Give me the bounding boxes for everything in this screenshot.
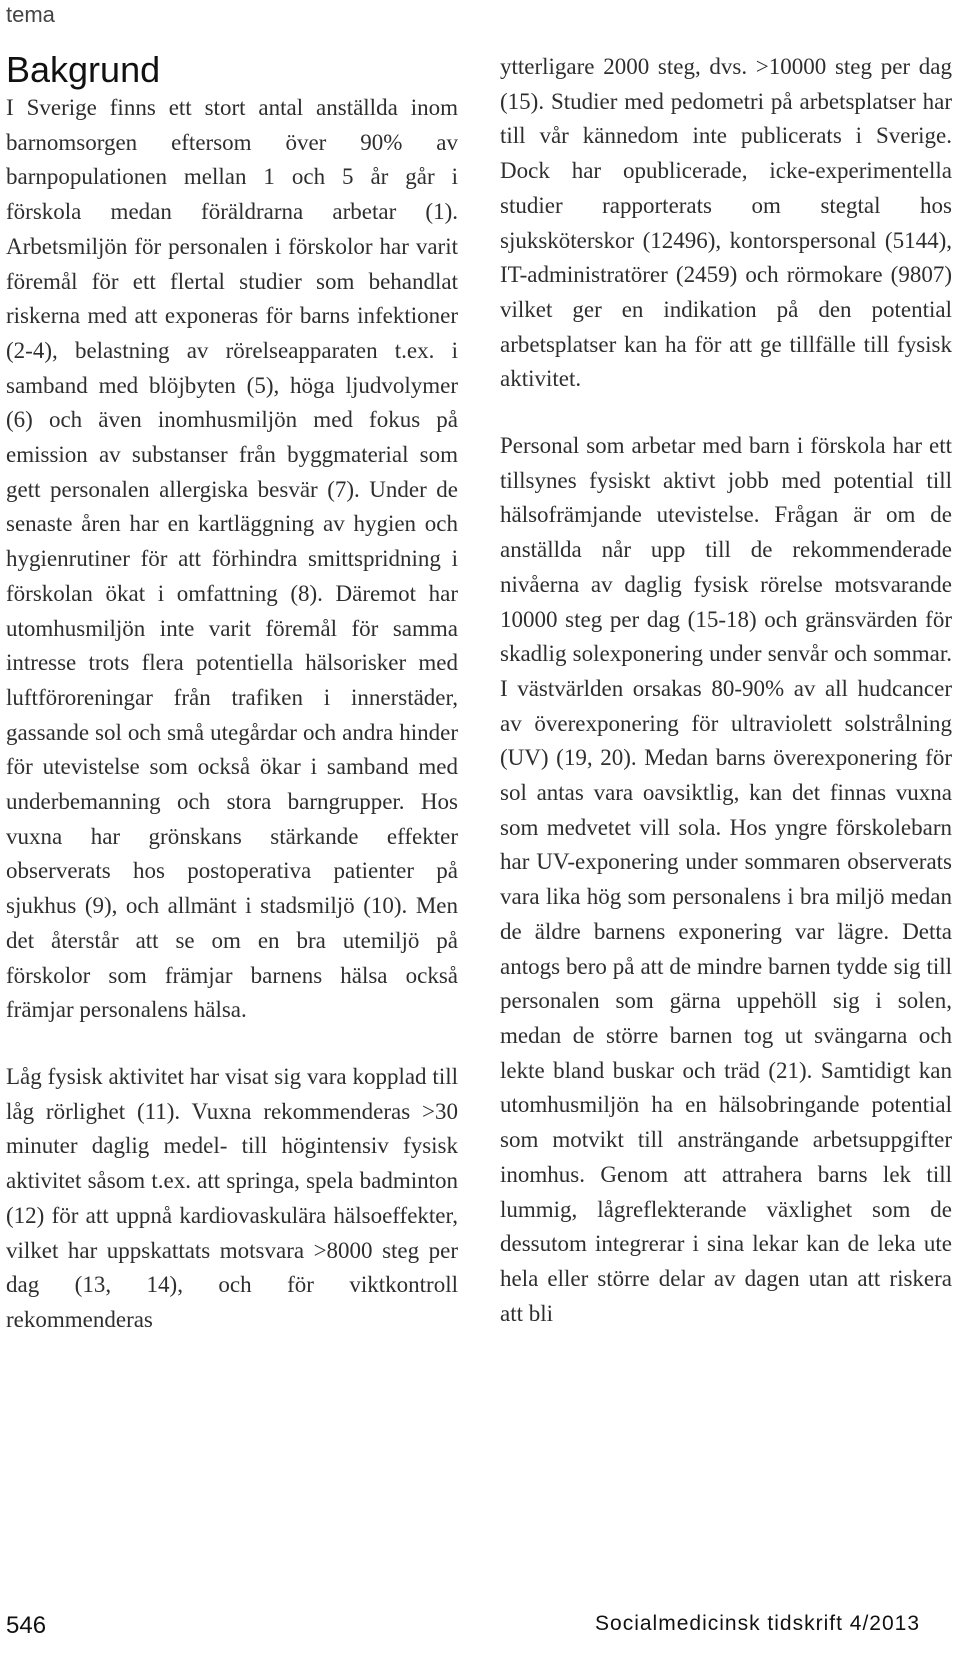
- journal-name: Socialmedicinsk tidskrift 4/2013: [595, 1612, 920, 1635]
- section-heading: Bakgrund: [6, 49, 161, 90]
- body-paragraph: I Sverige finns ett stort antal anställda inom barnomsorgen eftersom över 90% av barnpopulationen mellan 1 och 5 år går i förskola medan föräldrarna arbetar (1). Arbetsmiljön för personalen i förskolor har varit föremål för ett flertal studier som behandlat riskerna med att exponeras för barns infektioner (2-4), belastning av rörelseapparaten t.ex. i samband med blöjbyten (5), höga ljudvolymer (6) och även inomhusmiljön med fokus på emission av substanser från byggmaterial som gett personalen allergiska besvär (7). Under de senaste åren har en kartläggning av hygien och hygienrutiner för att förhindra smittspridning i förskolan ökat i omfattning (8). Däremot har utomhusmiljön inte varit föremål för samma intresse trots flera potentiella hälsorisker med luftföroreningar från trafiken i innerstäder, gassande sol och små utegårdar och andra hinder för utevistelse som också ökar i samband med underbemanning och stora barngrupper. Hos vuxna har grönskans stärkande effekter observerats hos postoperativa patienter på sjukhus (9), och allmänt i stadsmiljö (10). Men det återstår att se om en bra utemiljö på förskolor som främjar barnens hälsa också främjar personalens hälsa.: [6, 95, 458, 1023]
- right-column: [500, 50, 952, 1331]
- body-paragraph: Personal som arbetar med barn i förskola har ett tillsynes fysiskt aktivt jobb med potential till hälsofrämjande utevistelse. Frågan är om de anställda når upp till de rekommenderade nivåerna av daglig fysisk rörelse motsvarande 10000 steg per dag (15-18) och gränsvärden för skadlig solexponering under senvår och sommar. I västvärlden orsakas 80-90% av all hudcancer av överexponering för ultraviolett solstrålning (UV) (19, 20). Medan barns överexponering för sol antas vara oavsiktlig, kan det finnas vuxna som medvetet vill sola. Hos yngre förskolebarn har UV-exponering under sommaren observerats vara lika hög som personalens i bra miljö medan de äldre barnens exponering var lägre. Detta antogs bero på att de mindre barnen tydde sig till personalen som gärna uppehöll sig i solen, medan de större barnen tog ut svängarna och lekte bland buskar och träd (21). Samtidigt kan utomhusmiljön ha en hälsobringande potential som motvikt till ansträngande arbetsuppgifter inomhus. Genom att attrahera barns lek till lummig, lågreflekterande växlighet som de dessutom integrerar i sina lekar kan de leka ute hela eller större delar av dagen utan att riskera att bli: [500, 433, 952, 1326]
- body-paragraph: ytterligare 2000 steg, dvs. >10000 steg per dag (15). Studier med pedometri på arbetsplatser har till vår kännedom inte publicerats i Sverige. Dock har opublicerade, icke-experimentella studier rapporterats om stegtal hos sjuksköterskor (12496), kontorspersonal (5144), IT-administratörer (2459) och rörmokare (9807) vilket ger en indikation på den potential arbetsplatser kan ha för att ge tillfälle till fysisk aktivitet.: [500, 54, 952, 392]
- page-number: 546: [6, 1612, 47, 1639]
- body-paragraph: Låg fysisk aktivitet har visat sig vara kopplad till låg rörlighet (11). Vuxna rekommenderas >30 minuter daglig medel- till högintensiv fysisk aktivitet såsom t.ex. att springa, spela badminton (12) för att uppnå kardiovaskulära hälsoeffekter, vilket har uppskattats motsvara >8000 steg per dag (13, 14), och för viktkontroll rekommenderas: [6, 1063, 458, 1332]
- left-column: [6, 91, 458, 1338]
- section-tag: tema: [6, 2, 55, 27]
